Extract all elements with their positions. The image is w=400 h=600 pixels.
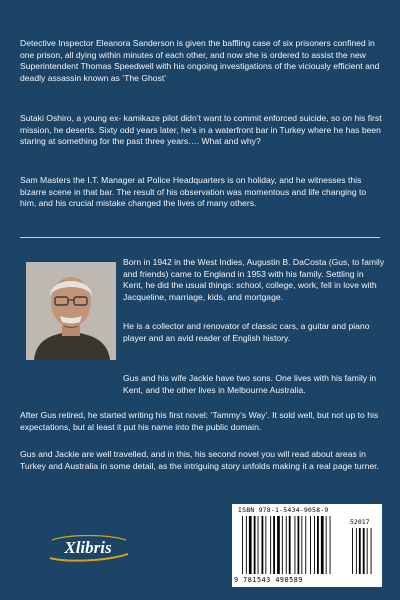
blurb-paragraph-1: Detective Inspector Eleanora Sanderson is given the baffling case of six prisoners confined in one prison, all dying within minutes of each other, and now she is ordered to assist the new Superintendent Thomas Speedwell with his ongoing investigations of the viciously efficient and deadly assassin known as ‘The Ghost’ <box>20 38 380 83</box>
bio-paragraph-5: Gus and Jackie are well travelled, and in this, his second novel you will read about areas in Turkey and Australia in some detail, as the intriguing story unfolds making it a real page turner. <box>20 449 379 471</box>
blurb-paragraph-3: Sam Masters the I.T. Manager at Police Headquarters is on holiday, and he witnesses this bizarre scene in that bar. The result of his observation was momentous and life changing to him, and his crucial mistake changed the lives of many others. <box>20 175 367 208</box>
ean-number: 9 781543 490589 <box>234 576 303 584</box>
bio-paragraph-2: He is a collector and renovator of classic cars, a guitar and piano player and an avid reader of English history. <box>123 321 370 343</box>
publisher-name: Xlibris <box>64 538 112 557</box>
publisher-logo <box>44 532 132 564</box>
blurb-paragraph-2: Sutaki Oshiro, a young ex- kamikaze pilot didn’t want to commit enforced suicide, so on his first mission, he deserts. Sixty odd years later, he’s in a waterfront bar in Turkey where he has been staring at something for the past three years…. What and why? <box>20 113 382 146</box>
section-divider <box>20 237 380 238</box>
bio-paragraph-1: Born in 1942 in the West Indies, Augustin B. DaCosta (Gus, to family and friends) came to England in 1953 with his family. Settling in Kent, he did the usual things: school, college, work, fell in love with Jacqueline, marriage, kids, and mortgage. <box>123 257 385 302</box>
author-photo <box>26 262 116 360</box>
bio-paragraph-4: After Gus retired, he started writing his first novel: ‘Tammy’s Way’. It sold well, but not up to his expectations, but al least it put his name into the public domain. <box>20 410 379 432</box>
barcode-addon-number: 52017 <box>350 518 370 526</box>
isbn-barcode-box <box>232 504 382 587</box>
bio-paragraph-3: Gus and his wife Jackie have two sons. One lives with his family in Kent, and the other lives in Melbourne Australia. <box>123 373 377 395</box>
isbn-number: ISBN 978-1-5434-9058-9 <box>238 506 329 514</box>
